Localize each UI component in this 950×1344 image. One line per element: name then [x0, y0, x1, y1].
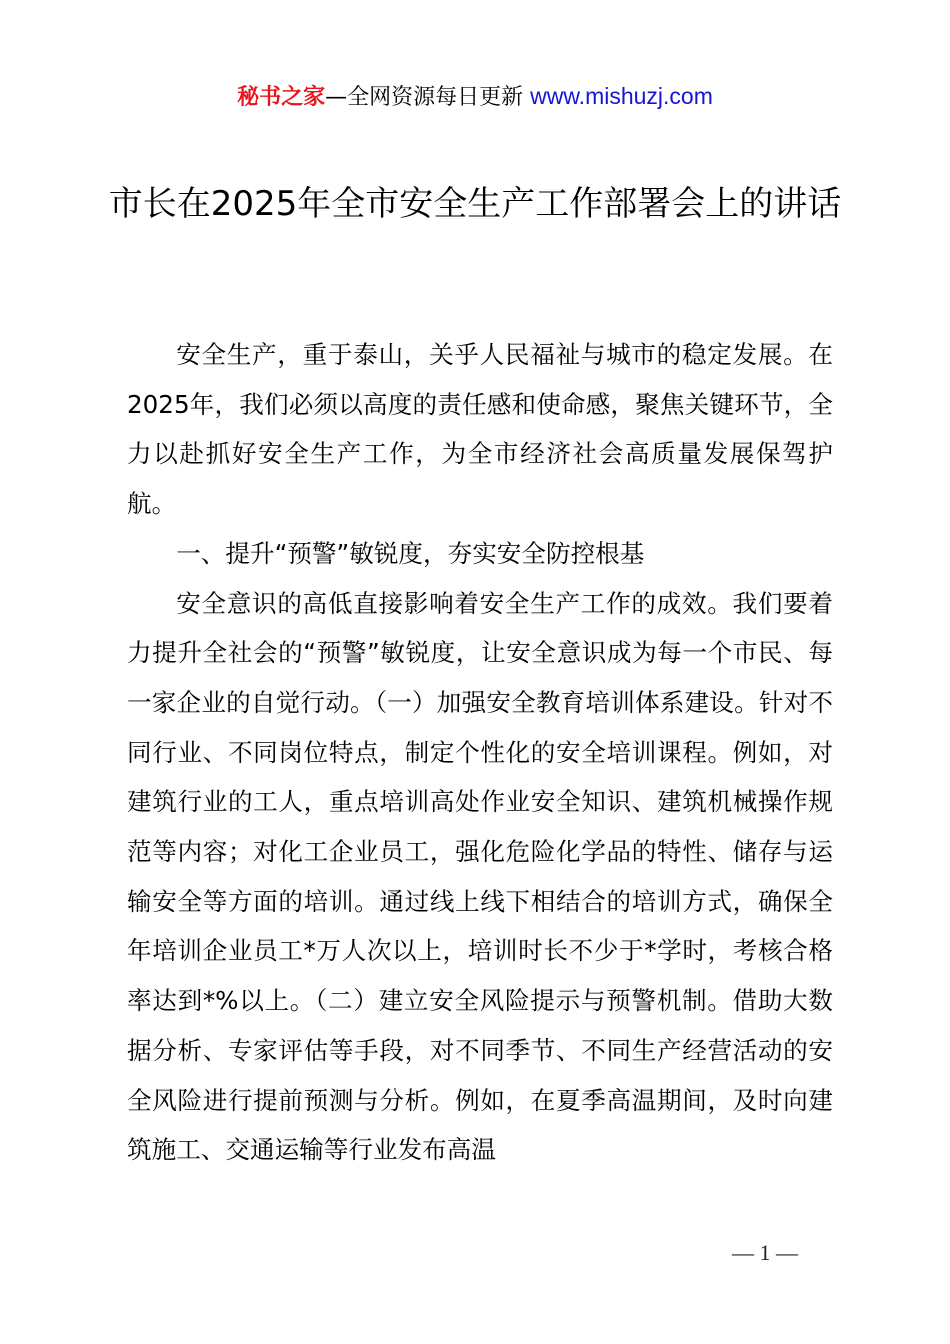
site-brand: 秘书之家	[237, 85, 326, 110]
site-slogan: —全网资源每日更新	[325, 85, 524, 110]
site-banner	[0, 80, 950, 114]
document-title: 市长在2025年全市安全生产工作部署会上的讲话	[108, 184, 842, 224]
document-body	[127, 330, 833, 1175]
site-url[interactable]: www.mishuzj.com	[530, 83, 713, 109]
section-heading: 一、提升“预警”敏锐度，夯实安全防控根基	[176, 538, 645, 568]
body-paragraph: 安全意识的高低直接影响着安全生产工作的成效。我们要着力提升全社会的“预警”敏锐度，让安全意识成为每一个市民、每一家企业的自觉行动。（一）加强安全教育培训体系建设。针对不同行业、不同岗位特点，制定个性化的安全培训课程。例如，对建筑行业的工人，重点培训高处作业安全知识、建筑机械操作规范等内容；对化工企业员工，强化危险化学品的特性、储存与运输安全等方面的培训。通过线上线下相结合的培训方式，确保全年培训企业员工*万人次以上，培训时长不少于*学时，考核合格率达到*%以上。（二）建立安全风险提示与预警机制。借助大数据分析、专家评估等手段，对不同季节、不同生产经营活动的安全风险进行提前预测与分析。例如，在夏季高温期间，及时向建筑施工、交通运输等行业发布高温	[127, 588, 833, 1165]
page-number: — 1 —	[732, 1240, 798, 1265]
intro-paragraph: 安全生产，重于泰山，关乎人民福祉与城市的稳定发展。在2025年，我们必须以高度的责任感和使命感，聚焦关键环节，全力以赴抓好安全生产工作，为全市经济社会高质量发展保驾护航。	[127, 340, 833, 519]
